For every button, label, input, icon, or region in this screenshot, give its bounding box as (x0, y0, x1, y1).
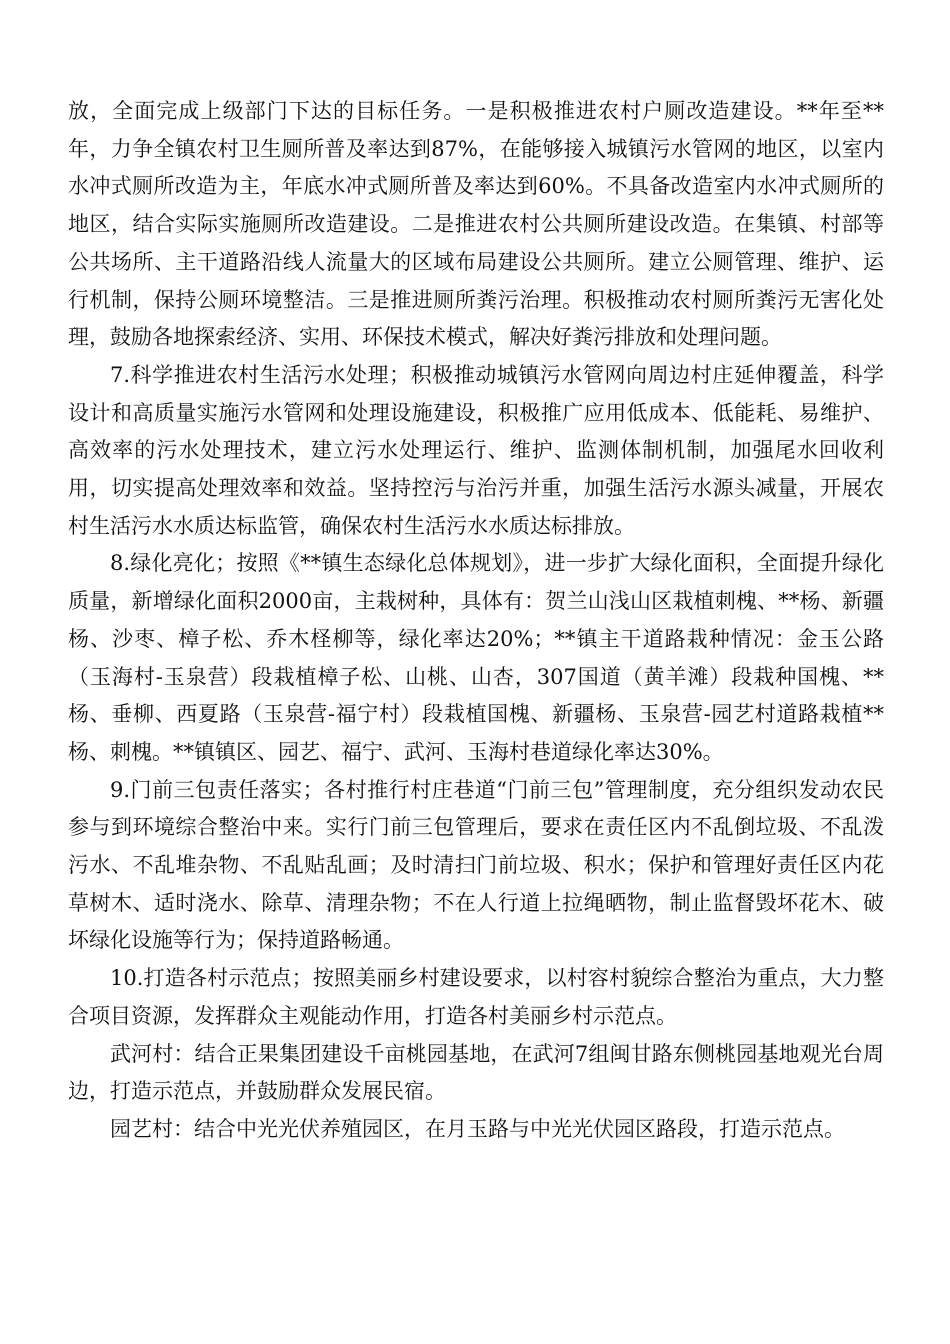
paragraph-item-8: 8.绿化亮化；按照《**镇生态绿化总体规划》，进一步扩大绿化面积，全面提升绿化质量，新增绿化面积2000亩，主栽树种，具体有：贺兰山浅山区栽植刺槐、**杨、新疆杨、沙枣、樟子松、乔木柽柳等，绿化率达20%；**镇主干道路栽种情况：金玉公路（玉海村-玉泉营）段栽植樟子松、山桃、山杏，307国道（黄羊滩）段栽种国槐、**杨、垂柳、西夏路（玉泉营-福宁村）段栽植国槐、新疆杨、玉泉营-园艺村道路栽植**杨、刺槐。**镇镇区、园艺、福宁、武河、玉海村巷道绿化率达30%。 (68, 551, 884, 764)
paragraph-wuhe-village: 武河村：结合正果集团建设千亩桃园基地，在武河7组闽甘路东侧桃园基地观光台周边，打造示范点，并鼓励群众发展民宿。 (68, 1041, 884, 1104)
paragraph-yuanyi-village: 园艺村：结合中光光伏养殖园区，在月玉路与中光光伏园区路段，打造示范点。 (110, 1116, 845, 1141)
document-body (68, 93, 884, 1149)
paragraph-item-9: 9.门前三包责任落实；各村推行村庄巷道“门前三包”管理制度，充分组织发动农民参与到环境综合整治中来。实行门前三包管理后，要求在责任区内不乱倒垃圾、不乱泼污水、不乱堆杂物、不乱贴乱画；及时清扫门前垃圾、积水；保护和管理好责任区内花草树木、适时浇水、除草、清理杂物；不在人行道上拉绳晒物，制止监督毁坏花木、破坏绿化设施等行为；保持道路畅通。 (68, 777, 884, 953)
paragraph-item-7: 7.科学推进农村生活污水处理；积极推动城镇污水管网向周边村庄延伸覆盖，科学设计和高质量实施污水管网和处理设施建设，积极推广应用低成本、低能耗、易维护、高效率的污水处理技术，建立污水处理运行、维护、监测体制机制，加强尾水回收利用，切实提高处理效率和效益。坚持控污与治污并重，加强生活污水源头减量，开展农村生活污水水质达标监管，确保农村生活污水水质达标排放。 (68, 362, 884, 538)
paragraph-continuation: 放，全面完成上级部门下达的目标任务。一是积极推进农村户厕改造建设。**年至**年，力争全镇农村卫生厕所普及率达到87%，在能够接入城镇污水管网的地区，以室内水冲式厕所改造为主，年底水冲式厕所普及率达到60%。不具备改造室内水冲式厕所的地区，结合实际实施厕所改造建设。二是推进农村公共厕所建设改造。在集镇、村部等公共场所、主干道路沿线人流量大的区域布局建设公共厕所。建立公厕管理、维护、运行机制，保持公厕环境整洁。三是推进厕所粪污治理。积极推动农村厕所粪污无害化处理，鼓励各地探索经济、实用、环保技术模式，解决好粪污排放和处理问题。 (68, 99, 884, 350)
paragraph-item-10: 10.打造各村示范点；按照美丽乡村建设要求，以村容村貌综合整治为重点，大力整合项目资源，发挥群众主观能动作用，打造各村美丽乡村示范点。 (68, 966, 884, 1028)
